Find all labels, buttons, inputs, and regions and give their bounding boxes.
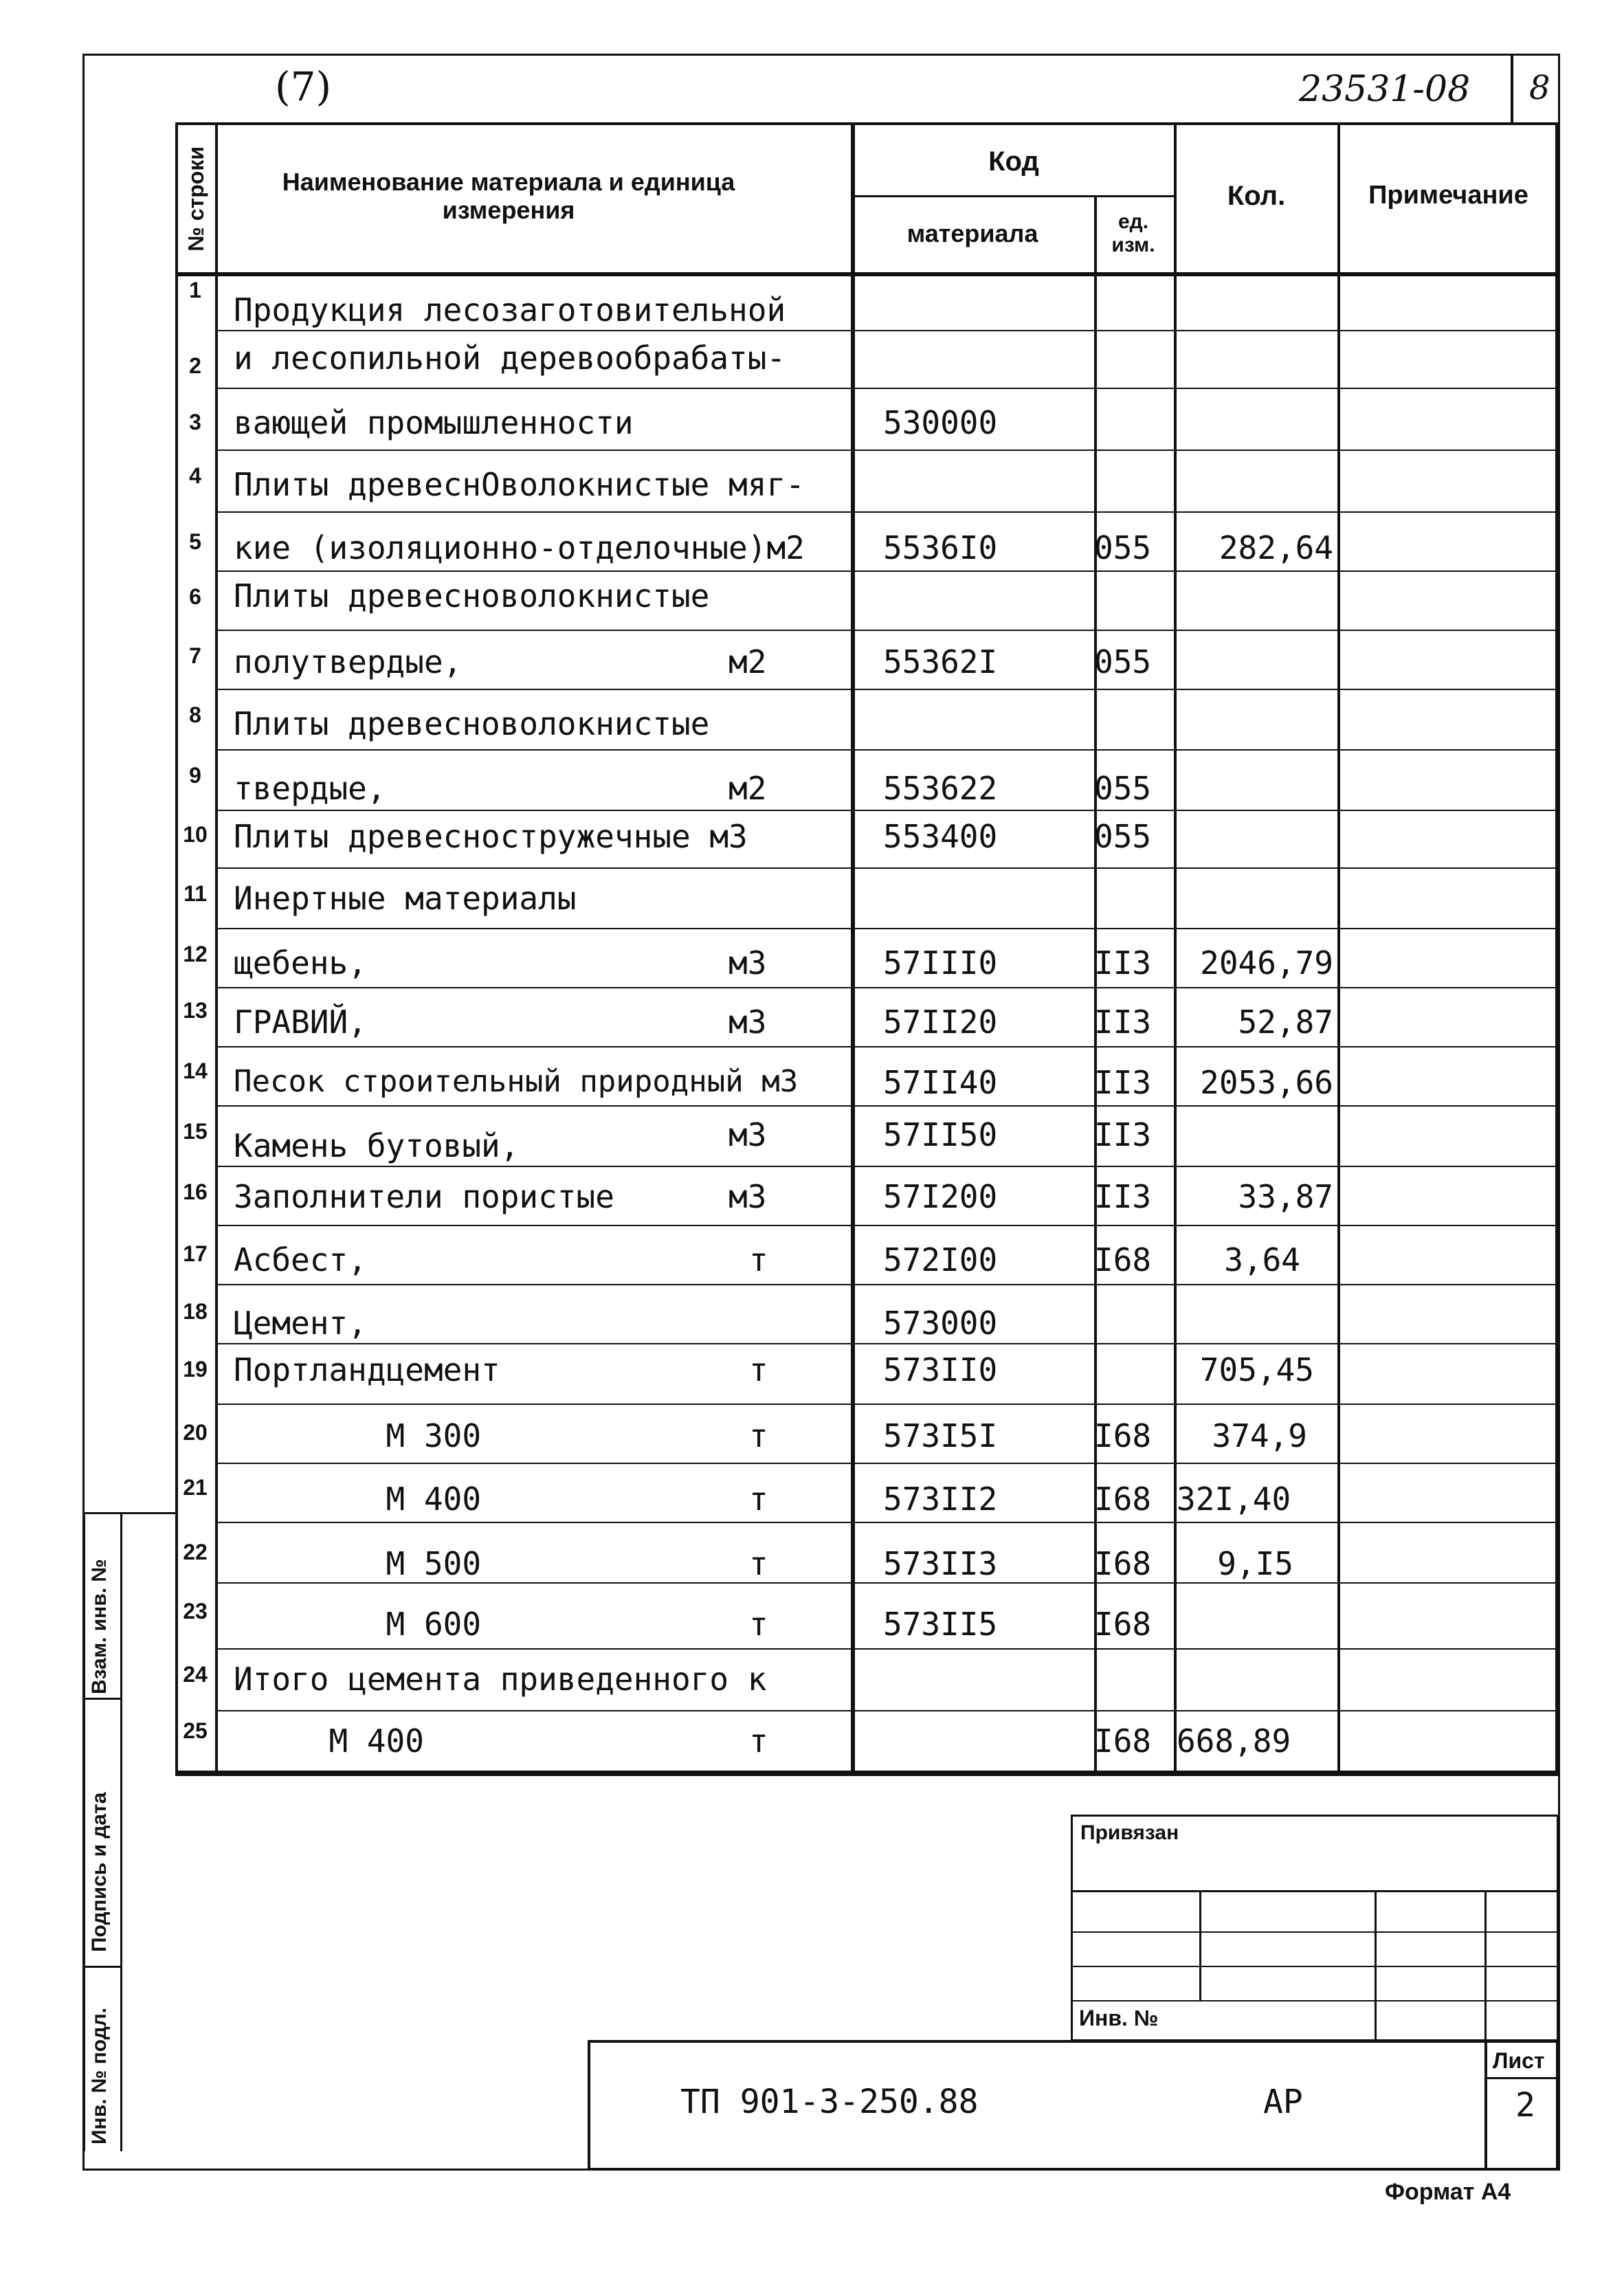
header-note: Примечание <box>1368 181 1528 210</box>
attached-label: Привязан <box>1080 1821 1179 1844</box>
top-right-code: 23531-08 <box>1299 69 1471 110</box>
section-code: АР <box>1263 2083 1303 2121</box>
side-replace-inv: Взам. инв. № <box>88 1559 111 1694</box>
top-left-number: (7) <box>275 63 332 110</box>
header-code-unit: ед. изм. <box>1111 210 1155 256</box>
corner-divider <box>1511 54 1513 122</box>
header-name: Наименование материала и единица измерения <box>282 167 735 224</box>
header-code-group: Код <box>988 146 1039 177</box>
sheet-number: 2 <box>1515 2086 1535 2125</box>
document-code: ТП 901-3-250.88 <box>680 2083 979 2121</box>
side-inv-orig: Инв. № подл. <box>88 2007 111 2144</box>
sheet-corner-number: 8 <box>1529 69 1550 107</box>
inv-no-label: Инв. № <box>1079 2006 1159 2030</box>
format-label: Формат А4 <box>1385 2179 1511 2205</box>
header-code-material: материала <box>906 219 1038 248</box>
sheet-label: Лист <box>1493 2048 1545 2073</box>
header-quantity: Кол. <box>1227 181 1286 211</box>
side-sign-date: Подпись и дата <box>88 1792 111 1952</box>
header-row-no: № строки <box>183 146 208 252</box>
